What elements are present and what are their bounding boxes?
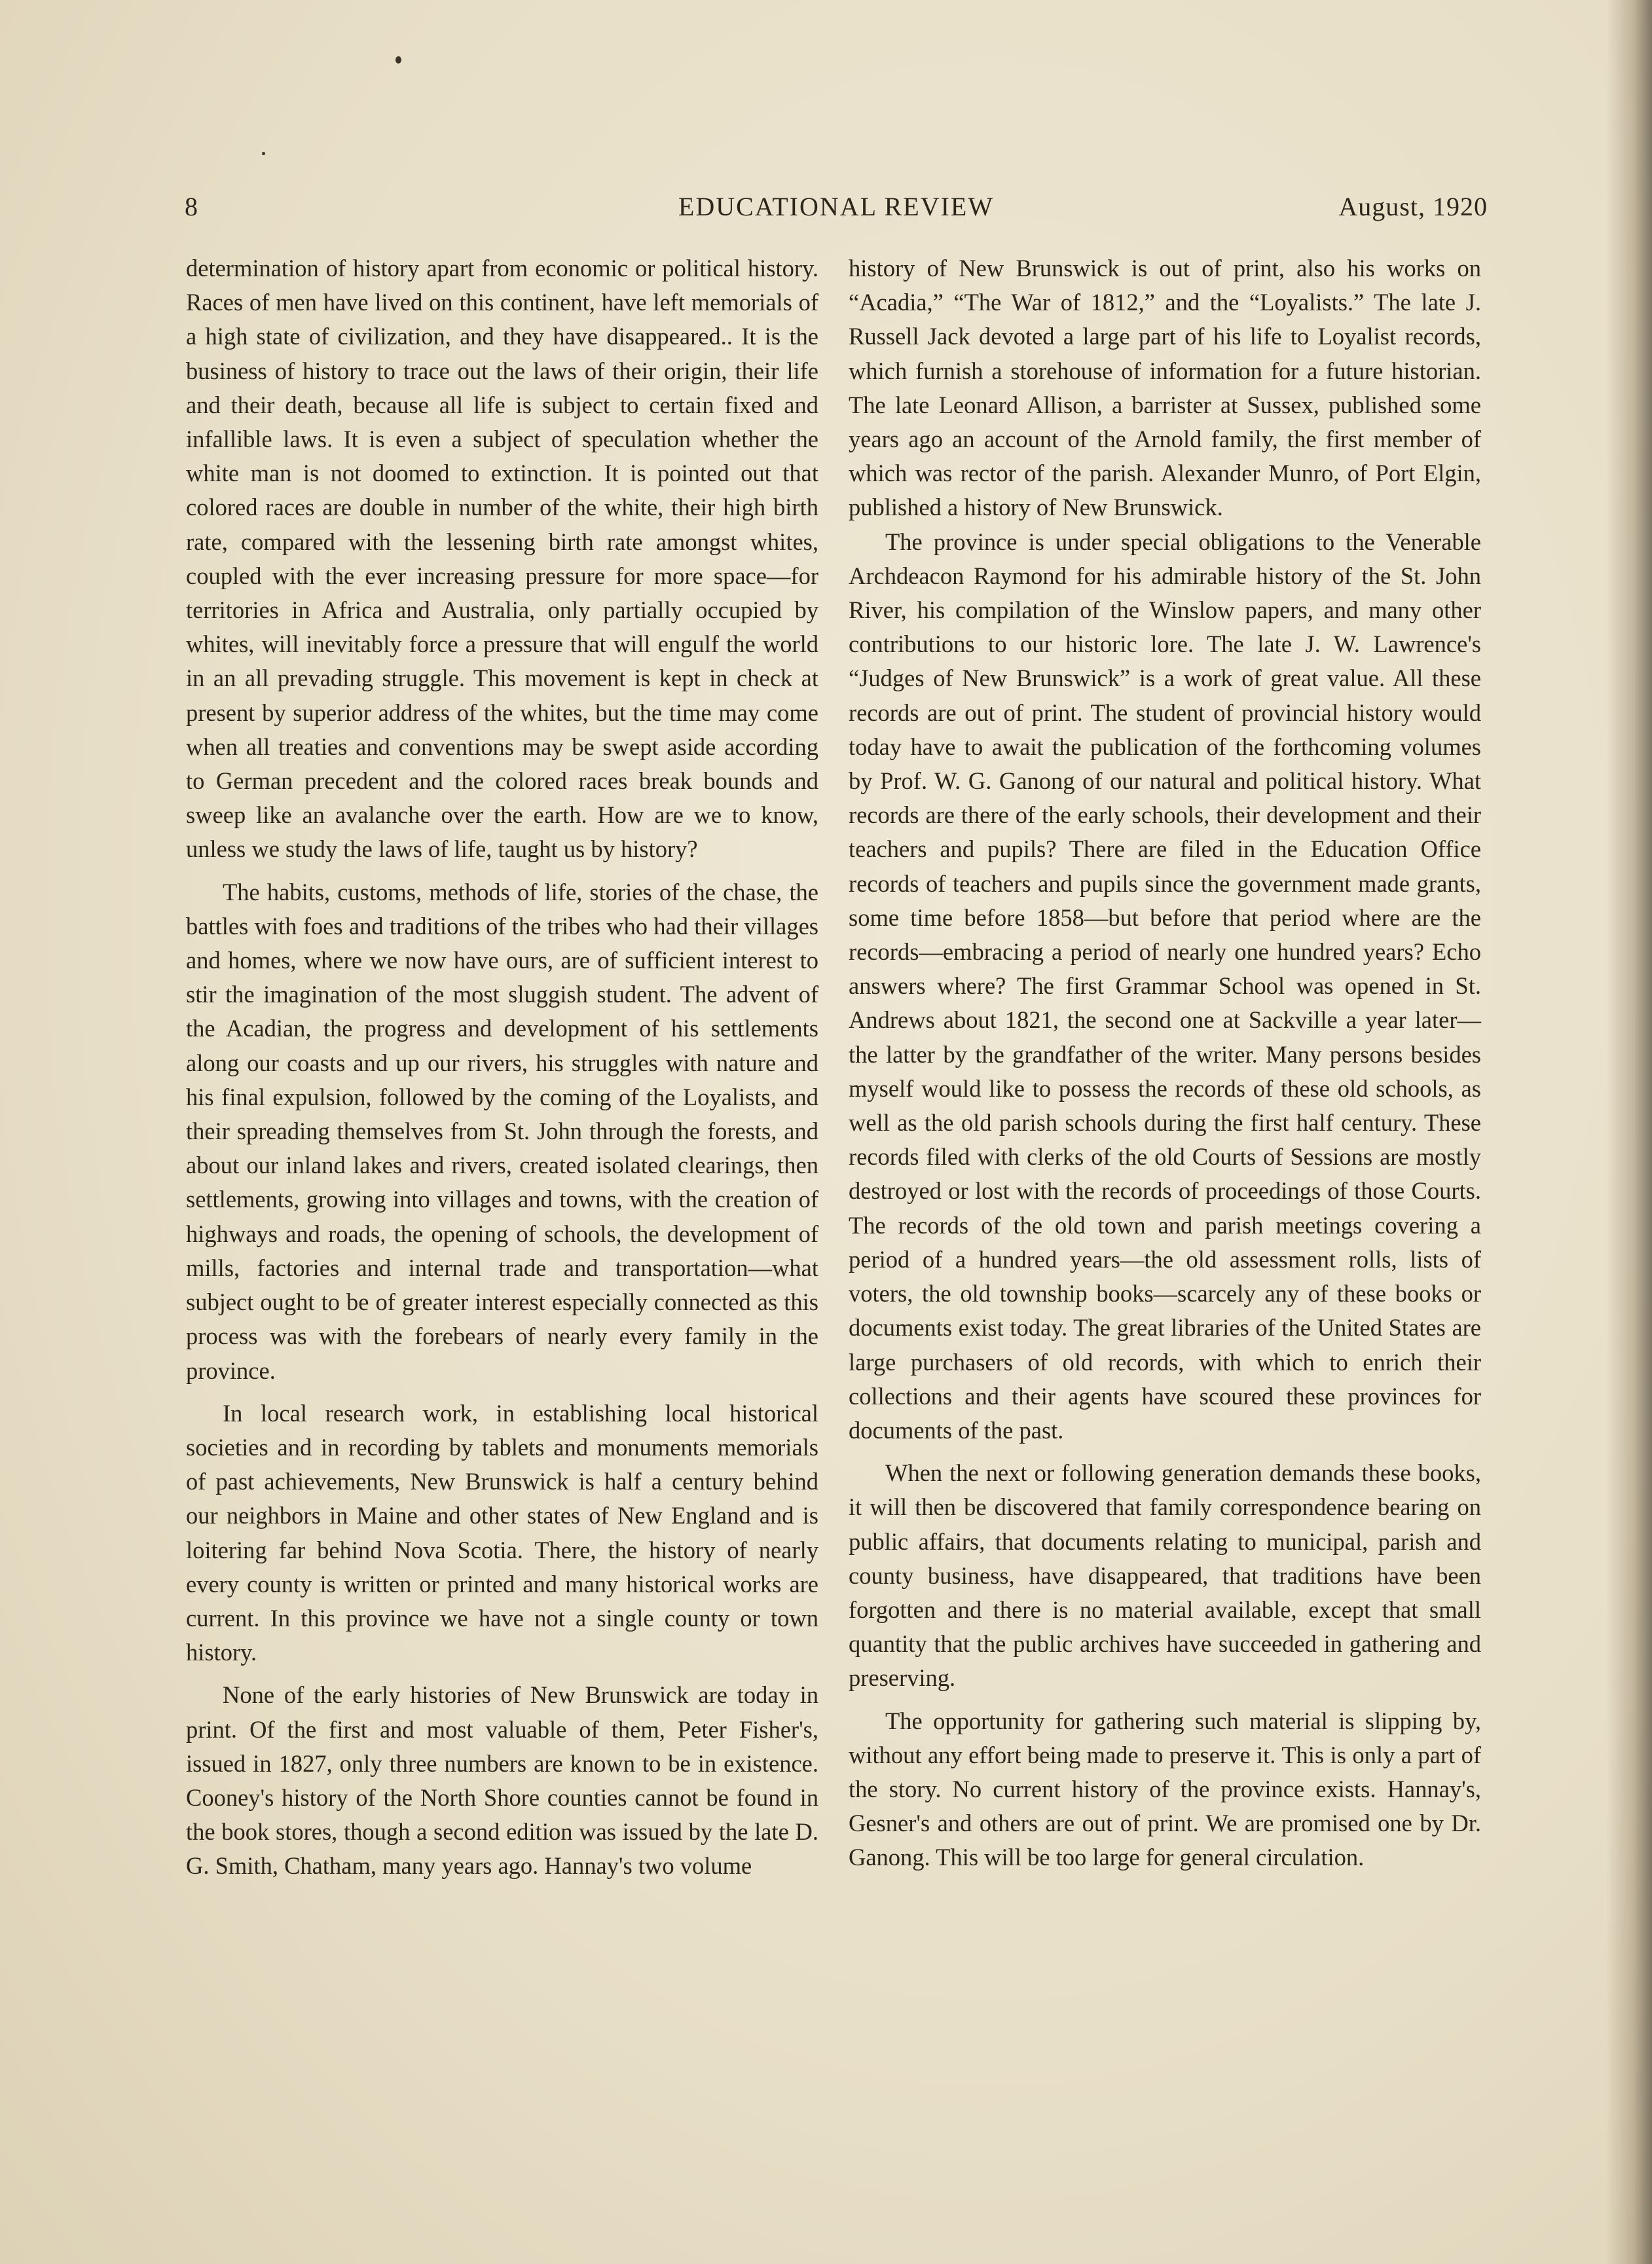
paragraph: determination of history apart from economic or political history. Races of men have lived on this continent, have left memorials of a high state of civilization, and they have disappeared.. It is the business of history to trace out the laws of their origin, their life and their death, because all life is subject to certain fixed and infallible laws. It is even a subject of speculation whether the white man is not doomed to extinction. It is pointed out that colored races are double in number of the white, their high birth rate, compared with the lessening birth rate amongst whites, coupled with the ever increasing pressure for more space—for territories in Africa and Australia, only partially occupied by whites, will inevitably force a pressure that will engulf the world in an all prevading struggle. This movement is kept in check at present by superior address of the whites, but the time may come when all treaties and conventions may be swept aside according to German precedent and the colored races break bounds and sweep like an avalanche over the earth. How are we to know, unless we study the laws of life, taught us by history? [186,255,818,863]
issue-date: August, 1920 [1338,192,1488,221]
paragraph: In local research work, in establishing local historical societies and in recording by tablets and monuments memorials of past achievements, New Brunswick is half a century behind our neighbors in Maine and other states of New England and is loitering far behind Nova Scotia. There, the history of nearly every county is written or printed and many historical works are current. In this province we have not a single county or town history. [186,1399,818,1666]
page-number: 8 [185,192,198,221]
right-column [849,251,1481,1875]
paper-speck [262,152,265,155]
left-column [186,251,818,1884]
paragraph: The opportunity for gathering such material is slipping by, without any effort being made to preserve it. This is only a part of the story. No current history of the province exists. Hannay's, Gesner's and others are out of print. We are promised one by Dr. Ganong. This will be too large for general circulation. [849,1707,1481,1871]
paragraph: The province is under special obligations to the Venerable Archdeacon Raymond for his admirable history of the St. John River, his compilation of the Winslow papers, and many other contributions to our historic lore. The late J. W. Lawrence's “Judges of New Brunswick” is a work of great value. All these records are out of print. The student of provincial history would today have to await the publication of the forthcoming volumes by Prof. W. G. Ganong of our natural and political history. What records are there of the early schools, their development and their teachers and pupils? There are filed in the Education Office records of teachers and pupils since the government made grants, some time before 1858—but before that period where are the records—embracing a period of nearly one hundred years? Echo answers where? The first Grammar School was opened in St. Andrews about 1821, the second one at Sackville a year later—the latter by the grandfather of the writer. Many persons besides myself would like to possess the records of these old schools, as well as the old parish schools during the first half century. These records filed with clerks of the old Courts of Sessions are mostly destroyed or lost with the records of proceedings of those Courts. The records of the old town and parish meetings covering a period of a hundred years—the old assessment rolls, lists of voters, the old township books—scarcely any of these books or documents exist today. The great libraries of the United States are large purchasers of old records, with which to enrich their collections and their agents have scoured these provinces for documents of the past. [849,528,1481,1444]
paper-speck [395,56,401,64]
paragraph: When the next or following generation demands these books, it will then be discovered that family correspondence bearing on public affairs, that documents relating to municipal, parish and county business, have disappeared, that traditions have been forgotten and there is no material available, except that small quantity that the public archives have succeeded in gathering and preserving. [849,1459,1481,1692]
page-edge-shadow [1606,0,1652,2264]
paragraph: None of the early histories of New Brunswick are today in print. Of the first and most valuable of them, Peter Fisher's, issued in 1827, only three numbers are known to be in existence. Cooney's history of the North Shore counties cannot be found in the book stores, though a second edition was issued by the late D. G. Smith, Chatham, many years ago. Hannay's two volume [186,1681,818,1880]
running-header [185,191,1488,230]
paragraph: history of New Brunswick is out of print, also his works on “Acadia,” “The War of 1812,” and the “Loyalists.” The late J. Russell Jack devoted a large part of his life to Loyalist records, which furnish a storehouse of information for a future historian. The late Leonard Allison, a barrister at Sussex, published some years ago an account of the Arnold family, the first member of which was rector of the parish. Alexander Munro, of Port Elgin, published a history of New Brunswick. [849,255,1481,521]
journal-title: EDUCATIONAL REVIEW [678,192,995,221]
paragraph: The habits, customs, methods of life, stories of the chase, the battles with foes and traditions of the tribes who had their villages and homes, where we now have ours, are of sufficient interest to stir the imagination of the most sluggish student. The advent of the Acadian, the progress and development of his settlements along our coasts and up our rivers, his struggles with nature and his final expulsion, followed by the coming of the Loyalists, and their spreading themselves from St. John through the forests, and about our inland lakes and rivers, created isolated clearings, then settlements, growing into villages and towns, with the creation of highways and roads, the opening of schools, the development of mills, factories and internal trade and transportation—what subject ought to be of greater interest especially connected as this process was with the forebears of nearly every family in the province. [186,878,818,1384]
